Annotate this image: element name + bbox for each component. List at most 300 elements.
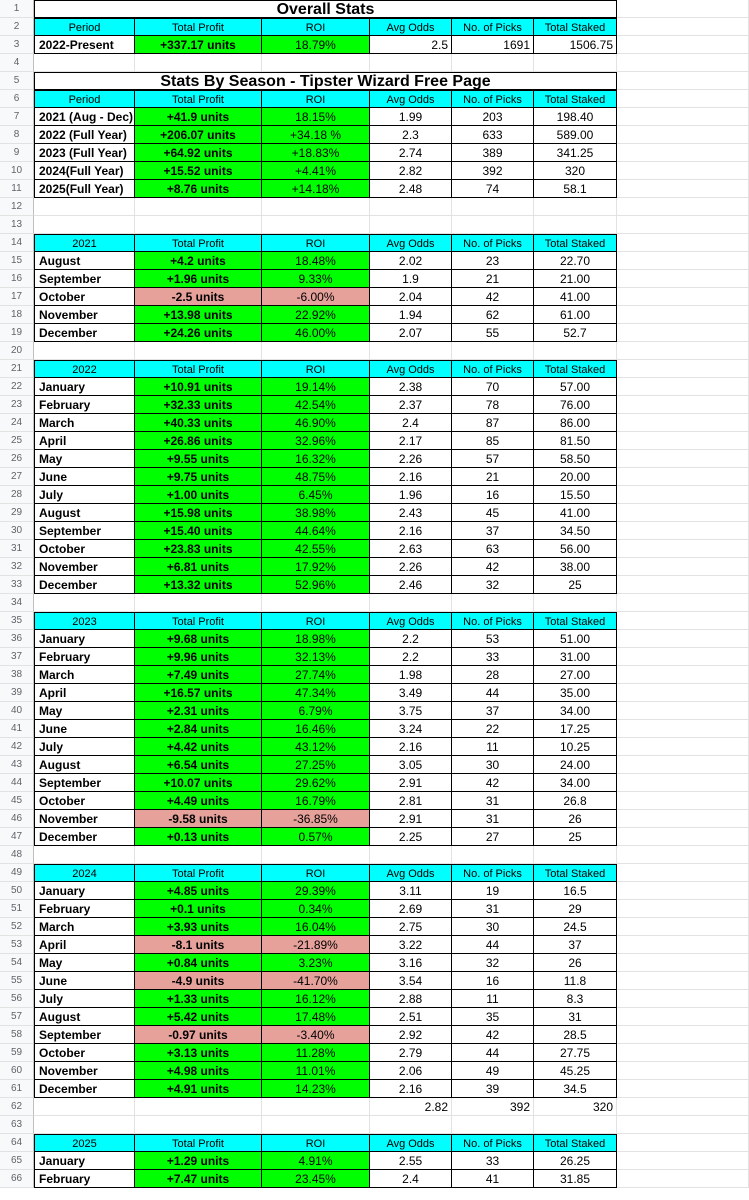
empty-cell[interactable] (617, 720, 749, 738)
header-total-profit[interactable]: Total Profit (135, 18, 262, 36)
cell-avg-odds[interactable]: 2.38 (370, 378, 452, 396)
cell-no-of-picks[interactable]: 1691 (452, 36, 534, 54)
cell-period[interactable]: May (34, 450, 135, 468)
empty-cell[interactable] (534, 342, 617, 360)
cell-no-of-picks[interactable]: 44 (452, 684, 534, 702)
cell-total-profit[interactable]: +13.32 units (135, 576, 262, 594)
empty-cell[interactable] (34, 342, 135, 360)
cell-total-profit[interactable]: +15.40 units (135, 522, 262, 540)
cell-no-of-picks[interactable]: 11 (452, 990, 534, 1008)
cell-total-staked[interactable]: 28.5 (534, 1026, 617, 1044)
cell-avg-odds[interactable]: 2.92 (370, 1026, 452, 1044)
cell-avg-odds[interactable]: 2.37 (370, 396, 452, 414)
cell-total-staked[interactable]: 320 (534, 1098, 617, 1116)
cell-total-staked[interactable]: 31.00 (534, 648, 617, 666)
cell-period[interactable]: April (34, 936, 135, 954)
empty-cell[interactable] (617, 1116, 749, 1134)
cell-no-of-picks[interactable]: 32 (452, 954, 534, 972)
cell-avg-odds[interactable]: 2.04 (370, 288, 452, 306)
cell-avg-odds[interactable]: 3.24 (370, 720, 452, 738)
cell-no-of-picks[interactable]: 23 (452, 252, 534, 270)
header-period[interactable]: 2024 (34, 864, 135, 882)
cell-avg-odds[interactable]: 1.9 (370, 270, 452, 288)
cell-total-staked[interactable]: 34.5 (534, 1080, 617, 1098)
cell-roi[interactable]: 17.48% (262, 1008, 370, 1026)
cell-no-of-picks[interactable]: 63 (452, 540, 534, 558)
cell-period[interactable]: August (34, 756, 135, 774)
cell-avg-odds[interactable]: 2.16 (370, 1080, 452, 1098)
empty-cell[interactable] (617, 1008, 749, 1026)
cell-avg-odds[interactable]: 2.88 (370, 990, 452, 1008)
cell-total-staked[interactable]: 25 (534, 828, 617, 846)
cell-roi[interactable]: 32.13% (262, 648, 370, 666)
cell-total-profit[interactable]: -4.9 units (135, 972, 262, 990)
cell-period[interactable]: April (34, 684, 135, 702)
empty-cell[interactable] (370, 216, 452, 234)
cell-total-staked[interactable]: 26.8 (534, 792, 617, 810)
empty-cell[interactable] (34, 846, 135, 864)
cell-total-staked[interactable]: 38.00 (534, 558, 617, 576)
cell-total-staked[interactable]: 11.8 (534, 972, 617, 990)
cell-period[interactable]: 2021 (Aug - Dec) (34, 108, 135, 126)
cell-total-staked[interactable]: 31.85 (534, 1170, 617, 1188)
cell-roi[interactable]: 22.92% (262, 306, 370, 324)
cell-no-of-picks[interactable]: 21 (452, 270, 534, 288)
cell-avg-odds[interactable]: 2.91 (370, 810, 452, 828)
empty-cell[interactable] (617, 738, 749, 756)
cell-roi[interactable]: 29.62% (262, 774, 370, 792)
cell-avg-odds[interactable]: 2.55 (370, 1152, 452, 1170)
cell-total-profit[interactable] (135, 1098, 262, 1116)
empty-cell[interactable] (452, 1116, 534, 1134)
cell-total-staked[interactable]: 17.25 (534, 720, 617, 738)
cell-total-profit[interactable]: +4.91 units (135, 1080, 262, 1098)
cell-avg-odds[interactable]: 1.94 (370, 306, 452, 324)
cell-roi[interactable]: 43.12% (262, 738, 370, 756)
header-period[interactable]: 2021 (34, 234, 135, 252)
cell-no-of-picks[interactable]: 42 (452, 774, 534, 792)
empty-cell[interactable] (370, 594, 452, 612)
cell-total-staked[interactable]: 41.00 (534, 504, 617, 522)
cell-roi[interactable] (262, 1098, 370, 1116)
cell-total-profit[interactable]: +1.29 units (135, 1152, 262, 1170)
empty-cell[interactable] (617, 378, 749, 396)
header-avg-odds[interactable]: Avg Odds (370, 1134, 452, 1152)
cell-period[interactable]: August (34, 1008, 135, 1026)
empty-cell[interactable] (617, 252, 749, 270)
cell-no-of-picks[interactable]: 392 (452, 1098, 534, 1116)
cell-period[interactable]: November (34, 1062, 135, 1080)
cell-roi[interactable]: 0.57% (262, 828, 370, 846)
cell-avg-odds[interactable]: 2.16 (370, 468, 452, 486)
cell-no-of-picks[interactable]: 16 (452, 486, 534, 504)
header-total-staked[interactable]: Total Staked (534, 612, 617, 630)
cell-total-profit[interactable]: +0.84 units (135, 954, 262, 972)
cell-avg-odds[interactable]: 2.79 (370, 1044, 452, 1062)
cell-avg-odds[interactable]: 3.22 (370, 936, 452, 954)
cell-period[interactable]: 2023 (Full Year) (34, 144, 135, 162)
cell-period[interactable]: 2022-Present (34, 36, 135, 54)
cell-no-of-picks[interactable]: 44 (452, 1044, 534, 1062)
cell-total-staked[interactable]: 56.00 (534, 540, 617, 558)
cell-period[interactable]: January (34, 1152, 135, 1170)
cell-roi[interactable]: 32.96% (262, 432, 370, 450)
empty-cell[interactable] (617, 828, 749, 846)
header-roi[interactable]: ROI (262, 360, 370, 378)
cell-period[interactable]: September (34, 1026, 135, 1044)
cell-roi[interactable]: +14.18% (262, 180, 370, 198)
cell-roi[interactable]: 17.92% (262, 558, 370, 576)
cell-total-staked[interactable]: 320 (534, 162, 617, 180)
cell-period[interactable]: December (34, 1080, 135, 1098)
cell-avg-odds[interactable]: 2.16 (370, 738, 452, 756)
empty-cell[interactable] (370, 846, 452, 864)
cell-no-of-picks[interactable]: 203 (452, 108, 534, 126)
cell-avg-odds[interactable]: 2.82 (370, 1098, 452, 1116)
cell-roi[interactable]: 42.54% (262, 396, 370, 414)
header-roi[interactable]: ROI (262, 90, 370, 108)
cell-roi[interactable]: 18.48% (262, 252, 370, 270)
cell-no-of-picks[interactable]: 392 (452, 162, 534, 180)
header-period[interactable]: Period (34, 18, 135, 36)
cell-total-profit[interactable]: +32.33 units (135, 396, 262, 414)
cell-total-staked[interactable]: 34.00 (534, 702, 617, 720)
cell-total-profit[interactable]: +15.98 units (135, 504, 262, 522)
cell-total-profit[interactable]: +9.55 units (135, 450, 262, 468)
empty-cell[interactable] (617, 522, 749, 540)
cell-total-staked[interactable]: 26 (534, 954, 617, 972)
empty-cell[interactable] (617, 90, 749, 108)
header-total-staked[interactable]: Total Staked (534, 18, 617, 36)
empty-cell[interactable] (617, 162, 749, 180)
cell-avg-odds[interactable]: 2.17 (370, 432, 452, 450)
header-total-profit[interactable]: Total Profit (135, 864, 262, 882)
cell-no-of-picks[interactable]: 85 (452, 432, 534, 450)
header-total-staked[interactable]: Total Staked (534, 360, 617, 378)
cell-avg-odds[interactable]: 2.48 (370, 180, 452, 198)
cell-period[interactable]: February (34, 396, 135, 414)
cell-roi[interactable]: 11.28% (262, 1044, 370, 1062)
cell-roi[interactable]: -21.89% (262, 936, 370, 954)
cell-total-profit[interactable]: +64.92 units (135, 144, 262, 162)
cell-roi[interactable]: 6.45% (262, 486, 370, 504)
empty-cell[interactable] (617, 1134, 749, 1152)
cell-period[interactable]: January (34, 882, 135, 900)
cell-no-of-picks[interactable]: 633 (452, 126, 534, 144)
cell-period[interactable]: 2024(Full Year) (34, 162, 135, 180)
header-no-of-picks[interactable]: No. of Picks (452, 1134, 534, 1152)
cell-period[interactable]: August (34, 252, 135, 270)
cell-period[interactable]: May (34, 702, 135, 720)
header-total-staked[interactable]: Total Staked (534, 234, 617, 252)
cell-total-profit[interactable]: +8.76 units (135, 180, 262, 198)
cell-roi[interactable]: -36.85% (262, 810, 370, 828)
cell-period[interactable]: September (34, 522, 135, 540)
header-no-of-picks[interactable]: No. of Picks (452, 864, 534, 882)
cell-no-of-picks[interactable]: 31 (452, 792, 534, 810)
empty-cell[interactable] (617, 396, 749, 414)
empty-cell[interactable] (534, 594, 617, 612)
cell-total-staked[interactable]: 58.50 (534, 450, 617, 468)
cell-total-profit[interactable]: +4.2 units (135, 252, 262, 270)
header-no-of-picks[interactable]: No. of Picks (452, 612, 534, 630)
cell-total-staked[interactable]: 24.00 (534, 756, 617, 774)
empty-cell[interactable] (262, 1116, 370, 1134)
cell-avg-odds[interactable]: 2.74 (370, 144, 452, 162)
empty-cell[interactable] (534, 216, 617, 234)
cell-total-profit[interactable]: +3.13 units (135, 1044, 262, 1062)
header-roi[interactable]: ROI (262, 1134, 370, 1152)
header-total-profit[interactable]: Total Profit (135, 1134, 262, 1152)
empty-cell[interactable] (370, 54, 452, 72)
cell-no-of-picks[interactable]: 32 (452, 576, 534, 594)
cell-no-of-picks[interactable]: 11 (452, 738, 534, 756)
cell-avg-odds[interactable]: 2.51 (370, 1008, 452, 1026)
empty-cell[interactable] (617, 180, 749, 198)
cell-roi[interactable]: 23.45% (262, 1170, 370, 1188)
cell-roi[interactable]: 18.15% (262, 108, 370, 126)
cell-total-staked[interactable]: 45.25 (534, 1062, 617, 1080)
cell-roi[interactable]: 0.34% (262, 900, 370, 918)
header-no-of-picks[interactable]: No. of Picks (452, 18, 534, 36)
cell-no-of-picks[interactable]: 42 (452, 558, 534, 576)
empty-cell[interactable] (617, 1044, 749, 1062)
cell-total-profit[interactable]: +2.84 units (135, 720, 262, 738)
cell-total-staked[interactable]: 61.00 (534, 306, 617, 324)
cell-total-profit[interactable]: +9.96 units (135, 648, 262, 666)
cell-total-staked[interactable]: 29 (534, 900, 617, 918)
cell-avg-odds[interactable]: 3.75 (370, 702, 452, 720)
cell-total-staked[interactable]: 76.00 (534, 396, 617, 414)
cell-avg-odds[interactable]: 2.07 (370, 324, 452, 342)
cell-period[interactable]: August (34, 504, 135, 522)
cell-no-of-picks[interactable]: 57 (452, 450, 534, 468)
cell-total-staked[interactable]: 81.50 (534, 432, 617, 450)
cell-total-staked[interactable]: 27.00 (534, 666, 617, 684)
cell-period[interactable]: June (34, 972, 135, 990)
cell-period[interactable]: July (34, 990, 135, 1008)
empty-cell[interactable] (617, 792, 749, 810)
cell-total-staked[interactable]: 37 (534, 936, 617, 954)
header-total-profit[interactable]: Total Profit (135, 234, 262, 252)
cell-no-of-picks[interactable]: 21 (452, 468, 534, 486)
empty-cell[interactable] (617, 954, 749, 972)
empty-cell[interactable] (617, 486, 749, 504)
cell-period[interactable]: December (34, 324, 135, 342)
header-avg-odds[interactable]: Avg Odds (370, 612, 452, 630)
empty-cell[interactable] (452, 216, 534, 234)
empty-cell[interactable] (370, 198, 452, 216)
cell-total-profit[interactable]: +16.57 units (135, 684, 262, 702)
cell-avg-odds[interactable]: 2.2 (370, 648, 452, 666)
cell-total-profit[interactable]: +40.33 units (135, 414, 262, 432)
cell-no-of-picks[interactable]: 41 (452, 1170, 534, 1188)
cell-roi[interactable]: 38.98% (262, 504, 370, 522)
empty-cell[interactable] (617, 594, 749, 612)
empty-cell[interactable] (617, 1098, 749, 1116)
cell-total-profit[interactable]: +15.52 units (135, 162, 262, 180)
empty-cell[interactable] (617, 126, 749, 144)
cell-avg-odds[interactable]: 2.63 (370, 540, 452, 558)
empty-cell[interactable] (34, 198, 135, 216)
cell-period[interactable]: October (34, 792, 135, 810)
header-no-of-picks[interactable]: No. of Picks (452, 90, 534, 108)
cell-total-staked[interactable]: 27.75 (534, 1044, 617, 1062)
cell-roi[interactable]: +4.41% (262, 162, 370, 180)
cell-roi[interactable]: 4.91% (262, 1152, 370, 1170)
cell-roi[interactable]: 18.98% (262, 630, 370, 648)
empty-cell[interactable] (534, 1116, 617, 1134)
cell-period[interactable]: January (34, 378, 135, 396)
empty-cell[interactable] (617, 504, 749, 522)
cell-no-of-picks[interactable]: 33 (452, 1152, 534, 1170)
header-total-staked[interactable]: Total Staked (534, 1134, 617, 1152)
cell-total-profit[interactable]: -9.58 units (135, 810, 262, 828)
cell-period[interactable]: January (34, 630, 135, 648)
cell-avg-odds[interactable]: 2.26 (370, 450, 452, 468)
cell-avg-odds[interactable]: 2.91 (370, 774, 452, 792)
cell-period[interactable]: March (34, 666, 135, 684)
empty-cell[interactable] (452, 846, 534, 864)
cell-roi[interactable]: +34.18 % (262, 126, 370, 144)
header-period[interactable]: 2023 (34, 612, 135, 630)
cell-roi[interactable]: 44.64% (262, 522, 370, 540)
cell-avg-odds[interactable]: 2.02 (370, 252, 452, 270)
empty-cell[interactable] (370, 1116, 452, 1134)
empty-cell[interactable] (617, 360, 749, 378)
cell-roi[interactable]: 6.79% (262, 702, 370, 720)
cell-period[interactable]: 2025(Full Year) (34, 180, 135, 198)
cell-roi[interactable]: 27.25% (262, 756, 370, 774)
cell-no-of-picks[interactable]: 28 (452, 666, 534, 684)
empty-cell[interactable] (617, 1080, 749, 1098)
cell-avg-odds[interactable]: 3.16 (370, 954, 452, 972)
cell-no-of-picks[interactable]: 389 (452, 144, 534, 162)
cell-total-staked[interactable]: 34.00 (534, 774, 617, 792)
header-no-of-picks[interactable]: No. of Picks (452, 360, 534, 378)
cell-no-of-picks[interactable]: 70 (452, 378, 534, 396)
cell-total-profit[interactable]: +3.93 units (135, 918, 262, 936)
cell-no-of-picks[interactable]: 42 (452, 288, 534, 306)
empty-cell[interactable] (617, 558, 749, 576)
cell-avg-odds[interactable]: 3.05 (370, 756, 452, 774)
cell-roi[interactable]: 18.79% (262, 36, 370, 54)
empty-cell[interactable] (617, 1062, 749, 1080)
cell-total-staked[interactable]: 10.25 (534, 738, 617, 756)
cell-avg-odds[interactable]: 2.16 (370, 522, 452, 540)
empty-cell[interactable] (617, 576, 749, 594)
cell-total-profit[interactable]: +4.85 units (135, 882, 262, 900)
cell-total-profit[interactable]: +9.68 units (135, 630, 262, 648)
empty-cell[interactable] (262, 846, 370, 864)
cell-period[interactable]: October (34, 540, 135, 558)
cell-total-staked[interactable]: 51.00 (534, 630, 617, 648)
cell-no-of-picks[interactable]: 30 (452, 918, 534, 936)
empty-cell[interactable] (617, 972, 749, 990)
empty-cell[interactable] (617, 306, 749, 324)
empty-cell[interactable] (617, 36, 749, 54)
cell-total-staked[interactable]: 589.00 (534, 126, 617, 144)
cell-period[interactable]: September (34, 270, 135, 288)
cell-total-staked[interactable]: 35.00 (534, 684, 617, 702)
cell-total-staked[interactable]: 1506.75 (534, 36, 617, 54)
empty-cell[interactable] (34, 216, 135, 234)
empty-cell[interactable] (617, 918, 749, 936)
empty-cell[interactable] (262, 198, 370, 216)
empty-cell[interactable] (617, 900, 749, 918)
cell-period[interactable]: July (34, 738, 135, 756)
empty-cell[interactable] (135, 54, 262, 72)
cell-total-profit[interactable]: +10.91 units (135, 378, 262, 396)
cell-total-profit[interactable]: +23.83 units (135, 540, 262, 558)
cell-roi[interactable]: 9.33% (262, 270, 370, 288)
empty-cell[interactable] (617, 540, 749, 558)
header-roi[interactable]: ROI (262, 612, 370, 630)
empty-cell[interactable] (452, 342, 534, 360)
empty-cell[interactable] (617, 684, 749, 702)
cell-roi[interactable]: +18.83% (262, 144, 370, 162)
cell-total-profit[interactable]: -2.5 units (135, 288, 262, 306)
cell-total-profit[interactable]: +1.96 units (135, 270, 262, 288)
cell-total-profit[interactable]: +13.98 units (135, 306, 262, 324)
empty-cell[interactable] (534, 54, 617, 72)
empty-cell[interactable] (617, 774, 749, 792)
cell-roi[interactable]: 11.01% (262, 1062, 370, 1080)
cell-total-profit[interactable]: +6.54 units (135, 756, 262, 774)
cell-roi[interactable]: 52.96% (262, 576, 370, 594)
cell-total-staked[interactable]: 16.5 (534, 882, 617, 900)
empty-cell[interactable] (617, 1026, 749, 1044)
cell-period[interactable]: March (34, 918, 135, 936)
cell-roi[interactable]: 48.75% (262, 468, 370, 486)
cell-avg-odds[interactable]: 3.49 (370, 684, 452, 702)
cell-roi[interactable]: 16.32% (262, 450, 370, 468)
header-total-profit[interactable]: Total Profit (135, 360, 262, 378)
cell-no-of-picks[interactable]: 31 (452, 810, 534, 828)
cell-total-profit[interactable]: +9.75 units (135, 468, 262, 486)
cell-roi[interactable]: -6.00% (262, 288, 370, 306)
empty-cell[interactable] (617, 936, 749, 954)
cell-total-profit[interactable]: +10.07 units (135, 774, 262, 792)
cell-total-staked[interactable]: 34.50 (534, 522, 617, 540)
empty-cell[interactable] (617, 0, 749, 18)
cell-period[interactable]: November (34, 558, 135, 576)
cell-total-staked[interactable]: 31 (534, 1008, 617, 1026)
empty-cell[interactable] (452, 198, 534, 216)
cell-total-profit[interactable]: +7.49 units (135, 666, 262, 684)
empty-cell[interactable] (617, 846, 749, 864)
cell-no-of-picks[interactable]: 22 (452, 720, 534, 738)
cell-roi[interactable]: 27.74% (262, 666, 370, 684)
empty-cell[interactable] (617, 702, 749, 720)
cell-total-staked[interactable]: 15.50 (534, 486, 617, 504)
cell-avg-odds[interactable]: 3.54 (370, 972, 452, 990)
header-roi[interactable]: ROI (262, 18, 370, 36)
empty-cell[interactable] (617, 810, 749, 828)
header-total-staked[interactable]: Total Staked (534, 90, 617, 108)
cell-total-staked[interactable]: 41.00 (534, 288, 617, 306)
empty-cell[interactable] (135, 342, 262, 360)
cell-avg-odds[interactable]: 1.99 (370, 108, 452, 126)
empty-cell[interactable] (617, 630, 749, 648)
cell-avg-odds[interactable]: 2.26 (370, 558, 452, 576)
empty-cell[interactable] (617, 756, 749, 774)
empty-cell[interactable] (617, 72, 749, 90)
cell-total-profit[interactable]: +4.49 units (135, 792, 262, 810)
cell-total-profit[interactable]: +0.13 units (135, 828, 262, 846)
empty-cell[interactable] (617, 18, 749, 36)
empty-cell[interactable] (617, 1170, 749, 1188)
